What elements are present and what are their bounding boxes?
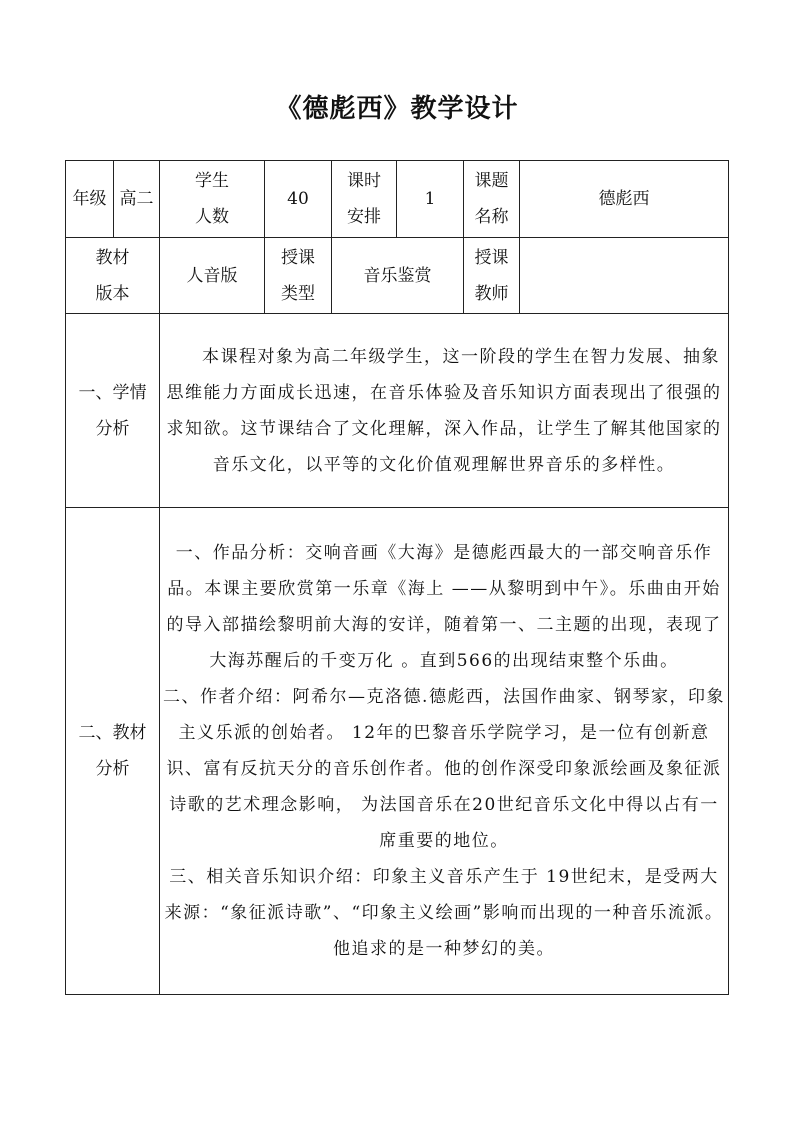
author-intro-paragraph: 二、作者介绍：阿希尔—克洛德.德彪西，法国作曲家、钢琴家，印象主义乐派的创始者。 12年的巴黎音乐学院学习，是一位有创新意识、富有反抗天分的音乐创作者。他的创作深受印象派绘画及象征派诗歌的艺术理念影响， 为法国音乐在20世纪音乐文化中得以占有一席重要的地位。	[163, 687, 725, 851]
student-analysis-label-line-1: 一、学情	[78, 382, 147, 403]
hours-label	[332, 161, 397, 238]
textbook-label-line-1: 教材	[95, 247, 130, 268]
hours-value: 1	[397, 161, 464, 238]
type-label	[265, 238, 332, 314]
info-row-1	[66, 161, 729, 238]
textbook-label-line-2: 版本	[95, 283, 130, 304]
topic-label	[464, 161, 520, 238]
material-analysis-label	[66, 508, 160, 995]
type-label-line-2: 类型	[281, 283, 315, 304]
students-label-line-1: 学生	[195, 171, 229, 191]
topic-label-line-1: 课题	[474, 171, 509, 191]
hours-label-line-2: 安排	[347, 207, 381, 227]
teacher-label-line-2: 教师	[474, 283, 509, 304]
textbook-value: 人音版	[160, 238, 265, 314]
grade-label: 年级	[66, 161, 114, 238]
hours-label-line-1: 课时	[347, 171, 381, 191]
student-analysis-text-cell	[160, 314, 729, 508]
student-analysis-label-line-2: 分析	[95, 418, 130, 439]
lesson-plan-table	[65, 160, 729, 995]
material-analysis-row	[66, 508, 729, 995]
type-value: 音乐鉴赏	[332, 238, 464, 314]
material-analysis-text-cell	[160, 508, 729, 995]
info-row-2	[66, 238, 729, 314]
teacher-label	[464, 238, 520, 314]
students-label-line-2: 人数	[195, 207, 229, 227]
textbook-label	[66, 238, 160, 314]
material-analysis-label-line-1: 二、教材	[78, 723, 147, 743]
page-title: 《德彪西》教学设计	[275, 94, 519, 124]
student-analysis-row	[66, 314, 729, 508]
students-value: 40	[265, 161, 332, 238]
type-label-line-1: 授课	[281, 247, 315, 268]
work-analysis-paragraph: 一、作品分析：交响音画《大海》是德彪西最大的一部交响音乐作品。本课主要欣赏第一乐章《海上 ——从黎明到中午》。乐曲由开始的导入部描绘黎明前大海的安详，随着第一、二主题的出现，表现了大海苏醒后的千变万化 。直到566的出现结束整个乐曲。	[166, 543, 722, 671]
music-knowledge-paragraph: 三、相关音乐知识介绍：印象主义音乐产生于 19世纪末，是受两大来源：“象征派诗歌”、“印象主义绘画”影响而出现的一种音乐流派。他追求的是一种梦幻的美。	[164, 867, 724, 959]
students-label	[160, 161, 265, 238]
student-analysis-label	[66, 314, 160, 508]
student-analysis-text: 本课程对象为高二年级学生，这一阶段的学生在智力发展、抽象思维能力方面成长迅速，在音乐体验及音乐知识方面表现出了很强的求知欲。这节课结合了文化理解，深入作品，让学生了解其他国家的音乐文化，以平等的文化价值观理解世界音乐的多样性。	[166, 346, 722, 475]
topic-label-line-2: 名称	[474, 207, 509, 227]
teacher-label-line-1: 授课	[474, 247, 509, 268]
grade-value: 高二	[114, 161, 160, 238]
topic-value: 德彪西	[520, 161, 729, 238]
material-analysis-label-line-2: 分析	[95, 759, 130, 779]
teacher-value	[520, 238, 729, 314]
